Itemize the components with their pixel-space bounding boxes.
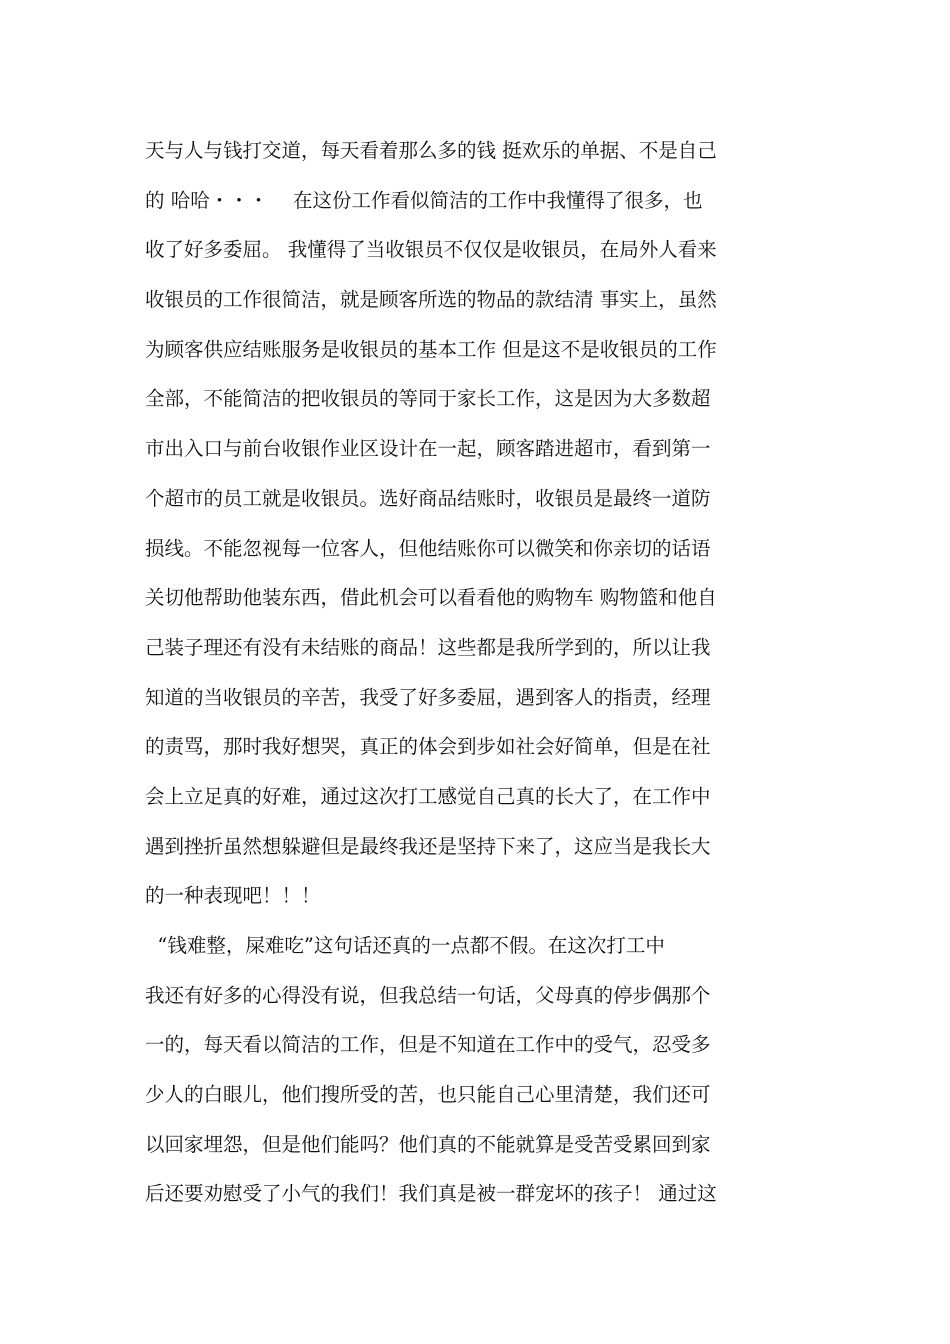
text-line: 以回家埋怨，但是他们能吗？他们真的不能就算是受苦受累回到家: [145, 1132, 711, 1156]
text-line: 的一种表现吧！！！: [145, 884, 321, 908]
text-line: 收银员的工作很简洁，就是顾客所选的物品的款结清 事实上，虽然: [145, 288, 717, 312]
text-line: 全部，不能简洁的把收银员的等同于家长工作，这是因为大多数超: [145, 387, 711, 411]
text-line: 天与人与钱打交道，每天看着那么多的钱 挺欢乐的单据、不是自己: [145, 139, 717, 162]
text-line: 的 哈哈・・・ 在这份工作看似简洁的工作中我懂得了很多，也: [145, 188, 703, 212]
text-line: 会上立足真的好难，通过这次打工感觉自己真的长大了，在工作中: [145, 784, 711, 808]
text-line: 的责骂，那时我好想哭，真正的体会到步如社会好简单，但是在社: [145, 735, 711, 759]
text-line: 个超市的员工就是收银员。选好商品结账时，收银员是最终一道防: [145, 486, 711, 510]
text-line: 为顾客供应结账服务是收银员的基本工作 但是这不是收银员的工作: [145, 337, 717, 361]
body-text: [145, 126, 825, 1219]
text-line: 遇到挫折虽然想躲避但是最终我还是坚持下来了，这应当是我长大: [145, 834, 711, 858]
text-line: 己装子理还有没有未结账的商品！这些都是我所学到的，所以让我: [145, 635, 711, 659]
text-line: 知道的当收银员的辛苦，我受了好多委屈，遇到客人的指责，经理: [145, 685, 711, 709]
text-line: “钱难整，屎难吃”这句话还真的一点都不假。在这次打工中: [145, 934, 665, 957]
text-line: 收了好多委屈。 我懂得了当收银员不仅仅是收银员，在局外人看来: [145, 238, 717, 262]
text-line: 后还要劝慰受了小气的我们！我们真是被一群宠坏的孩子！ 通过这: [145, 1182, 717, 1206]
text-line: 少人的白眼儿，他们搜所受的苦，也只能自己心里清楚，我们还可: [145, 1083, 711, 1107]
text-line: 关切他帮助他装东西，借此机会可以看看他的购物车 购物篮和他自: [145, 586, 717, 610]
text-line: 市出入口与前台收银作业区设计在一起，顾客踏进超市，看到第一: [145, 437, 711, 461]
text-line: 我还有好多的心得没有说，但我总结一句话，父母真的停步偶那个: [145, 983, 711, 1007]
text-line: 一的，每天看以简洁的工作，但是不知道在工作中的受气，忍受多: [145, 1033, 711, 1057]
text-line: 损线。不能忽视每一位客人，但他结账你可以微笑和你亲切的话语: [145, 536, 711, 560]
